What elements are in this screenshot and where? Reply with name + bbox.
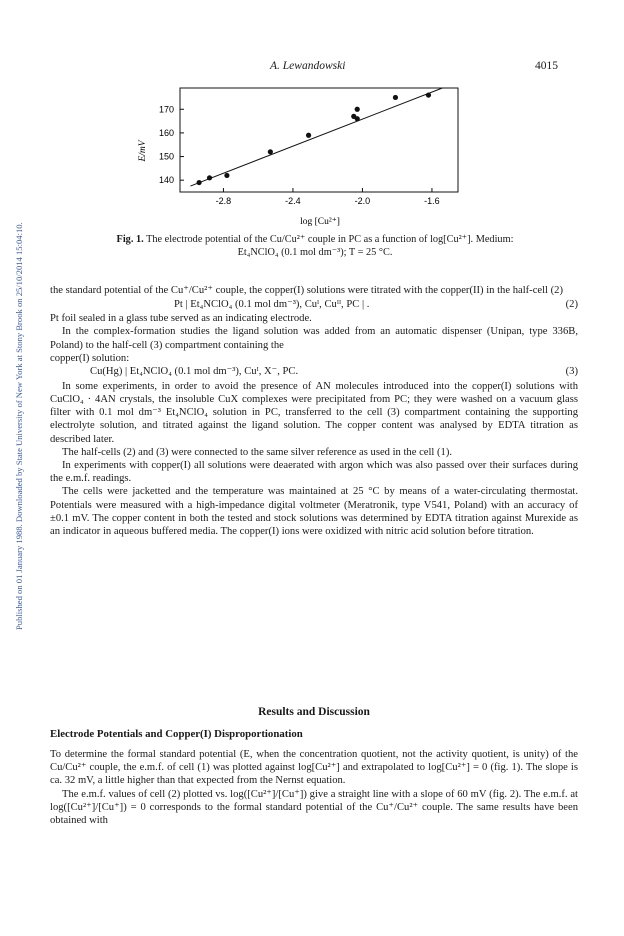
paragraph: The half-cells (2) and (3) were connected to the same silver reference as used in the cell (1). <box>62 446 453 458</box>
paragraph: the standard potential of the Cu⁺/Cu²⁺ couple, the copper(I) solutions were titrated with the copper(II) in the half-cell (2) <box>50 285 563 296</box>
paragraph: Pt foil sealed in a glass tube served as an indicating electrode. <box>50 313 312 325</box>
data-point <box>393 95 398 100</box>
equation-3-text: Cu(Hg) | Et₄NClO₄ (0.1 mol dm⁻³), Cuᴵ, X⁻, PC. <box>90 365 299 377</box>
chart-svg <box>130 80 470 230</box>
data-point <box>197 180 202 185</box>
methods-text <box>50 284 578 538</box>
x-tick-label: -2.0 <box>354 196 371 206</box>
data-point <box>224 173 229 178</box>
caption-label: Fig. 1. <box>116 234 144 245</box>
x-tick-label: -2.8 <box>215 196 232 206</box>
results-text <box>50 748 578 827</box>
caption-line-1: The electrode potential of the Cu/Cu²⁺ couple in PC as a function of log[Cu²⁺]. Medium: <box>146 234 514 245</box>
data-point <box>268 149 273 154</box>
figure-caption <box>50 234 580 259</box>
equation-2-number: (2) <box>565 299 578 311</box>
y-tick-label: 170 <box>158 104 174 115</box>
y-axis-label: E/mV <box>138 140 148 162</box>
y-tick-label: 140 <box>158 175 174 186</box>
fit-line <box>190 88 442 186</box>
equation-2 <box>50 297 578 312</box>
equation-3-lead: copper(I) solution: <box>50 352 130 364</box>
page-number: 4015 <box>535 60 558 72</box>
equation-3 <box>50 352 578 380</box>
x-tick-label: -1.6 <box>424 196 440 206</box>
section-heading: Results and Discussion <box>258 706 370 718</box>
paragraph: To determine the formal standard potential (E, when the concentration quotient, not the activity quotient, is unity) of the Cu/Cu²⁺ couple, the e.m.f. of cell (1) was plotted against log[Cu²⁺] and extrapolated to log[Cu²⁺] = 0 (fig. 1). The slope is ca. 32 mV, a little higher than that expected from the Nernst equation. <box>50 749 578 787</box>
paragraph: In some experiments, in order to avoid the presence of AN molecules introduced into the copper(I) solutions with CuClO₄ · 4AN crystals, the insoluble CuX complexes were precipitated from PC; they were washed on a vacuum glass filter with 0.1 mol dm⁻³ Et₄NClO₄ solution in PC, transferred to the cell (3) compartment containing the supporting electrolyte solution, and titrated against the ligand solution. The copper content was analysed by EDTA titration as described later. <box>50 380 578 445</box>
paragraph: The cells were jacketted and the temperature was maintained at 25 °C by means of a water-circulating thermostat. Potentials were measured with a high-impedance digital voltmeter (Meratronik, type V541, Poland) with an accuracy of ±0.1 mV. The copper content in both the tested and stock solutions was determined by EDTA titration against Murexide as an indicator in aqueous buffered media. The copper(I) ions were oxidized with nitric acid solution before titration. <box>50 486 578 538</box>
x-axis-label: log [Cu²⁺] <box>300 217 340 227</box>
paragraph: In experiments with copper(I) all solutions were deaerated with argon which was also passed over their surfaces during the e.m.f. readings. <box>50 460 578 485</box>
x-tick-label: -2.4 <box>285 196 301 206</box>
equation-3-number: (3) <box>565 365 578 377</box>
data-point <box>426 92 431 97</box>
y-tick-label: 150 <box>158 151 174 162</box>
subsection-heading: Electrode Potentials and Copper(I) Disproportionation <box>50 728 303 740</box>
data-point <box>207 175 212 180</box>
data-point <box>355 116 360 121</box>
paragraph: In the complex-formation studies the ligand solution was added from an automatic dispenser (Unipan, type 336B, Poland) to the half-cell (3) compartment containing the <box>50 326 578 351</box>
plot-frame <box>180 88 458 192</box>
watermark-text: Published on 01 January 1988. Downloaded by State University of New York at Stony Brook on 25/10/2014 15:04:10. <box>14 222 24 630</box>
running-author: A. Lewandowski <box>270 60 346 72</box>
figure-1-chart <box>130 80 470 230</box>
equation-2-text: Pt | Et₄NClO₄ (0.1 mol dm⁻³), Cuᴵ, Cuᴵᴵ, PC | . <box>174 299 370 311</box>
caption-line-2: Et₄NClO₄ (0.1 mol dm⁻³); T = 25 °C. <box>237 246 393 258</box>
y-tick-label: 160 <box>158 127 174 138</box>
paragraph: The e.m.f. values of cell (2) plotted vs. log([Cu²⁺]/[Cu⁺]) give a straight line with a slope of 60 mV (fig. 2). The e.m.f. at log([Cu²⁺]/[Cu⁺]) = 0 corresponds to the formal standard potential of the Cu⁺/Cu²⁺ couple. The same results have been obtained with <box>50 788 578 827</box>
data-point <box>355 107 360 112</box>
download-watermark <box>0 60 24 630</box>
page-header <box>0 60 624 76</box>
data-point <box>306 133 311 138</box>
